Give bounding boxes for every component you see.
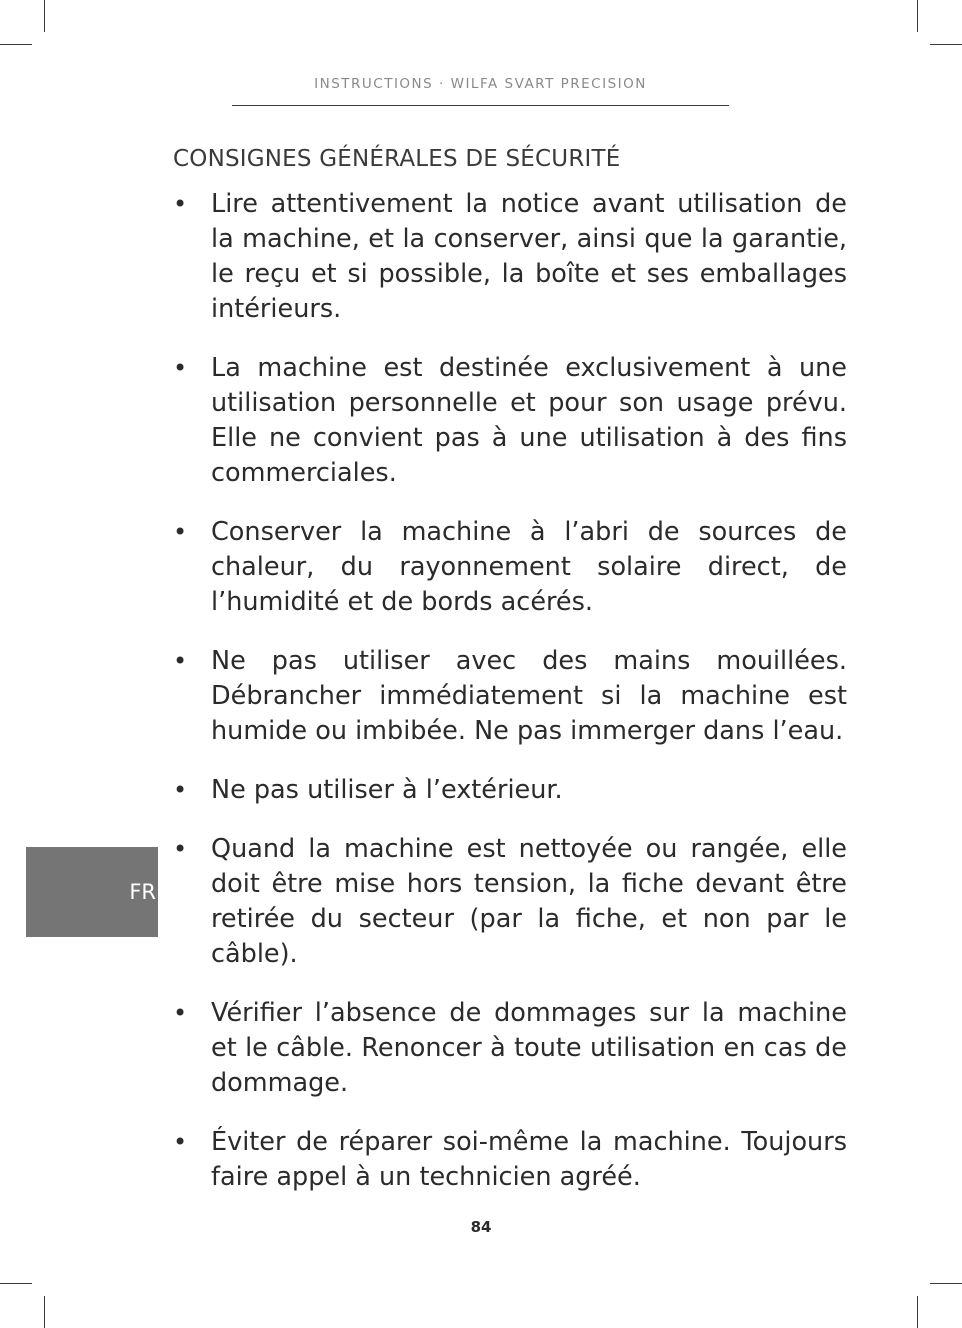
list-item (173, 351, 847, 491)
list-item (173, 644, 847, 749)
bullet-icon: • (173, 518, 188, 546)
bullet-icon: • (173, 1128, 188, 1156)
bullet-icon: • (173, 190, 188, 218)
bullet-icon: • (173, 999, 188, 1027)
crop-mark-bottom-right-vertical (917, 1296, 918, 1328)
list-item-text: Lire attentivement la notice avant utilisation de la machine, et la conserver, ainsi que la garantie, le reçu et si possible, la boîte et ses emballages intérieurs. (211, 189, 847, 324)
language-tab-label: FR (129, 880, 156, 904)
crop-mark-top-right-horizontal (930, 44, 962, 45)
crop-mark-top-left-vertical (44, 0, 45, 32)
list-item-text: Quand la machine est nettoyée ou rangée, elle doit être mise hors tension, la fiche devant être retirée du secteur (par la fiche, et non par le câble). (211, 834, 847, 969)
list-item (173, 996, 847, 1101)
page-number: 84 (470, 1218, 492, 1236)
list-item-text: La machine est destinée exclusivement à une utilisation personnelle et pour son usage prévu. Elle ne convient pas à une utilisation à des fins commerciales. (211, 353, 847, 488)
crop-mark-bottom-left-horizontal (0, 1283, 32, 1284)
list-item (173, 515, 847, 620)
crop-mark-top-left-horizontal (0, 44, 32, 45)
header-rule (232, 105, 729, 106)
list-item (173, 187, 847, 327)
crop-mark-bottom-left-vertical (44, 1296, 45, 1328)
bullet-icon: • (173, 354, 188, 382)
list-item (173, 1125, 847, 1195)
crop-mark-bottom-right-horizontal (930, 1283, 962, 1284)
safety-instructions-list (173, 187, 847, 1219)
crop-mark-top-right-vertical (917, 0, 918, 32)
list-item-text: Vérifier l’absence de dommages sur la machine et le câble. Renoncer à toute utilisation en cas de dommage. (211, 998, 847, 1098)
bullet-icon: • (173, 776, 188, 804)
list-item (173, 773, 847, 808)
list-item-text: Ne pas utiliser à l’extérieur. (211, 775, 563, 805)
list-item-text: Ne pas utiliser avec des mains mouillées. Débrancher immédiatement si la machine est humide ou imbibée. Ne pas immerger dans l’eau. (211, 646, 847, 746)
bullet-icon: • (173, 835, 188, 863)
list-item-text: Conserver la machine à l’abri de sources de chaleur, du rayonnement solaire direct, de l’humidité et de bords acérés. (211, 517, 847, 617)
language-tab (26, 847, 158, 937)
section-title: CONSIGNES GÉNÉRALES DE SÉCURITÉ (173, 146, 621, 172)
list-item-text: Éviter de réparer soi-même la machine. Toujours faire appel à un technicien agréé. (211, 1127, 847, 1192)
list-item (173, 832, 847, 972)
bullet-icon: • (173, 647, 188, 675)
running-header: INSTRUCTIONS · WILFA SVART PRECISION (314, 76, 647, 92)
